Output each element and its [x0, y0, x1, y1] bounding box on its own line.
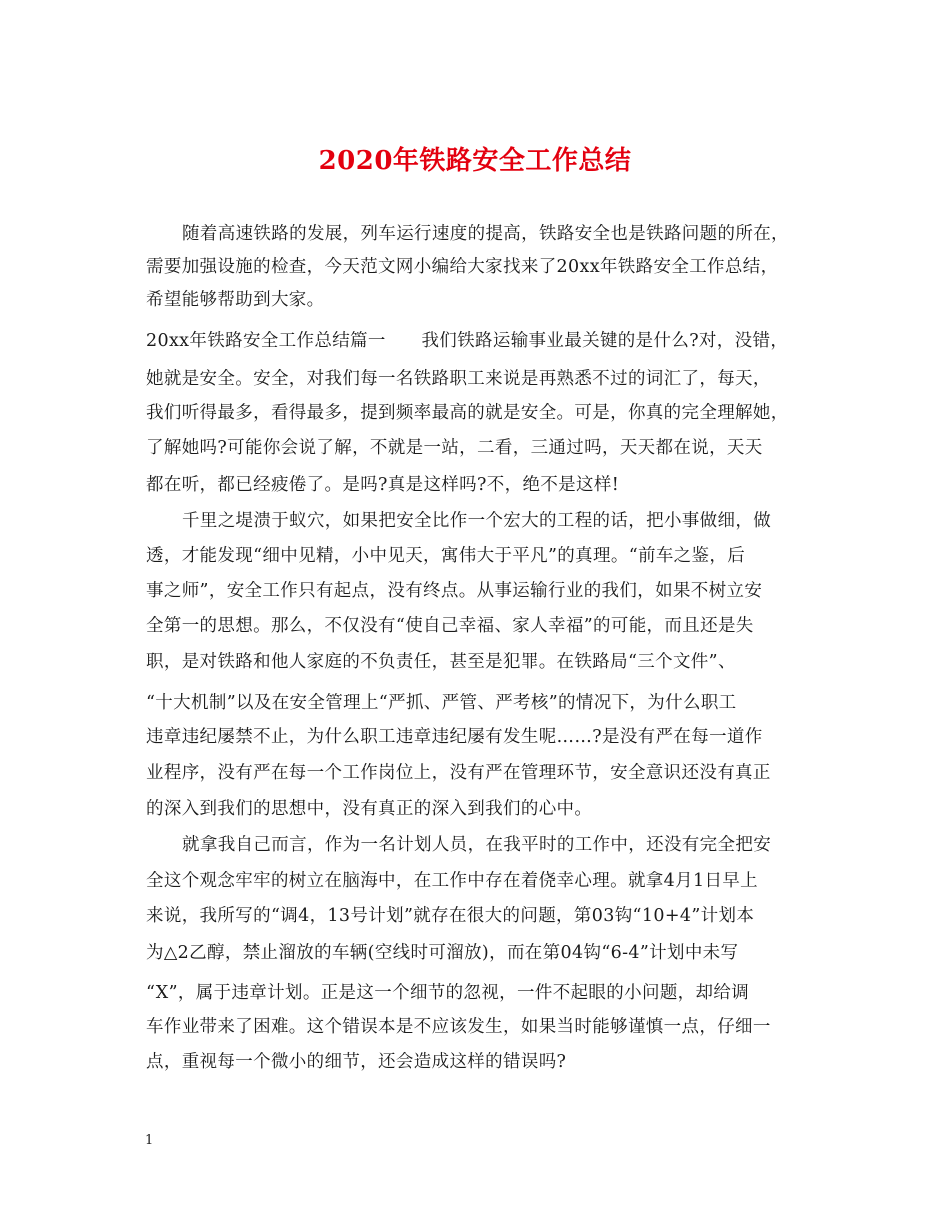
text-line: “X”，属于违章计划。正是这一个细节的忽视，一件不起眼的小问题，却给调 [146, 983, 750, 1003]
text-line: 都在听，都已经疲倦了。是吗?真是这样吗?不，绝不是这样! [146, 475, 620, 495]
text-line: 的深入到我们的思想中，没有真正的深入到我们的心中。 [146, 799, 593, 819]
text-line: 随着高速铁路的发展，列车运行速度的提高，铁路安全也是铁路问题的所在， [182, 224, 789, 244]
text-line: 为△2乙醇，禁止溜放的车辆(空线时可溜放)，而在第04钩“6-4”计划中未写 [146, 943, 739, 963]
text-line: 20xx年铁路安全工作总结篇一 我们铁路运输事业最关键的是什么?对，没错， [146, 331, 789, 351]
text-line: “十大机制”以及在安全管理上“严抓、严管、严考核”的情况下，为什么职工 [146, 693, 737, 713]
text-line: 了解她吗?可能你会说了解，不就是一站，二看，三通过吗，天天都在说，天天 [146, 438, 763, 458]
text-line: 她就是安全。安全，对我们每一名铁路职工来说是再熟悉不过的词汇了，每天， [146, 369, 771, 389]
page-number: 1 [145, 1133, 154, 1148]
text-line: 业程序，没有严在每一个工作岗位上，没有严在管理环节，安全意识还没有真正 [146, 763, 771, 783]
text-line: 点，重视每一个微小的细节，还会造成这样的错误吗? [146, 1052, 567, 1072]
text-line: 职，是对铁路和他人家庭的不负责任，甚至是犯罪。在铁路局“三个文件”、 [146, 652, 736, 672]
text-line: 来说，我所写的“调4，13号计划”就存在很大的问题，第03钩“10+4”计划本 [146, 906, 755, 926]
text-line: 违章违纪屡禁不止，为什么职工违章违纪屡有发生呢……?是没有严在每一道作 [146, 727, 763, 747]
text-line: 车作业带来了困难。这个错误本是不应该发生，如果当时能够谨慎一点，仔细一 [146, 1017, 771, 1037]
text-line: 我们听得最多，看得最多，提到频率最高的就是安全。可是，你真的完全理解她， [146, 403, 789, 423]
text-line: 全第一的思想。那么，不仅没有“使自己幸福、家人幸福”的可能，而且还是失 [146, 616, 754, 636]
text-line: 千里之堤溃于蚁穴，如果把安全比作一个宏大的工程的话，把小事做细，做 [182, 511, 772, 531]
text-line: 就拿我自己而言，作为一名计划人员，在我平时的工作中，还没有完全把安 [182, 835, 772, 855]
text-line: 希望能够帮助到大家。 [146, 290, 325, 310]
document-title: 2020年铁路安全工作总结 [318, 146, 632, 176]
text-line: 需要加强设施的检查，今天范文网小编给大家找来了20xx年铁路安全工作总结， [146, 257, 779, 277]
text-line: 透，才能发现“细中见精，小中见天，寓伟大于平凡”的真理。“前车之鉴，后 [146, 546, 746, 566]
text-line: 全这个观念牢牢的树立在脑海中，在工作中存在着侥幸心理。就拿4月1日早上 [146, 871, 759, 891]
text-line: 事之师”，安全工作只有起点，没有终点。从事运输行业的我们，如果不树立安 [146, 581, 763, 601]
